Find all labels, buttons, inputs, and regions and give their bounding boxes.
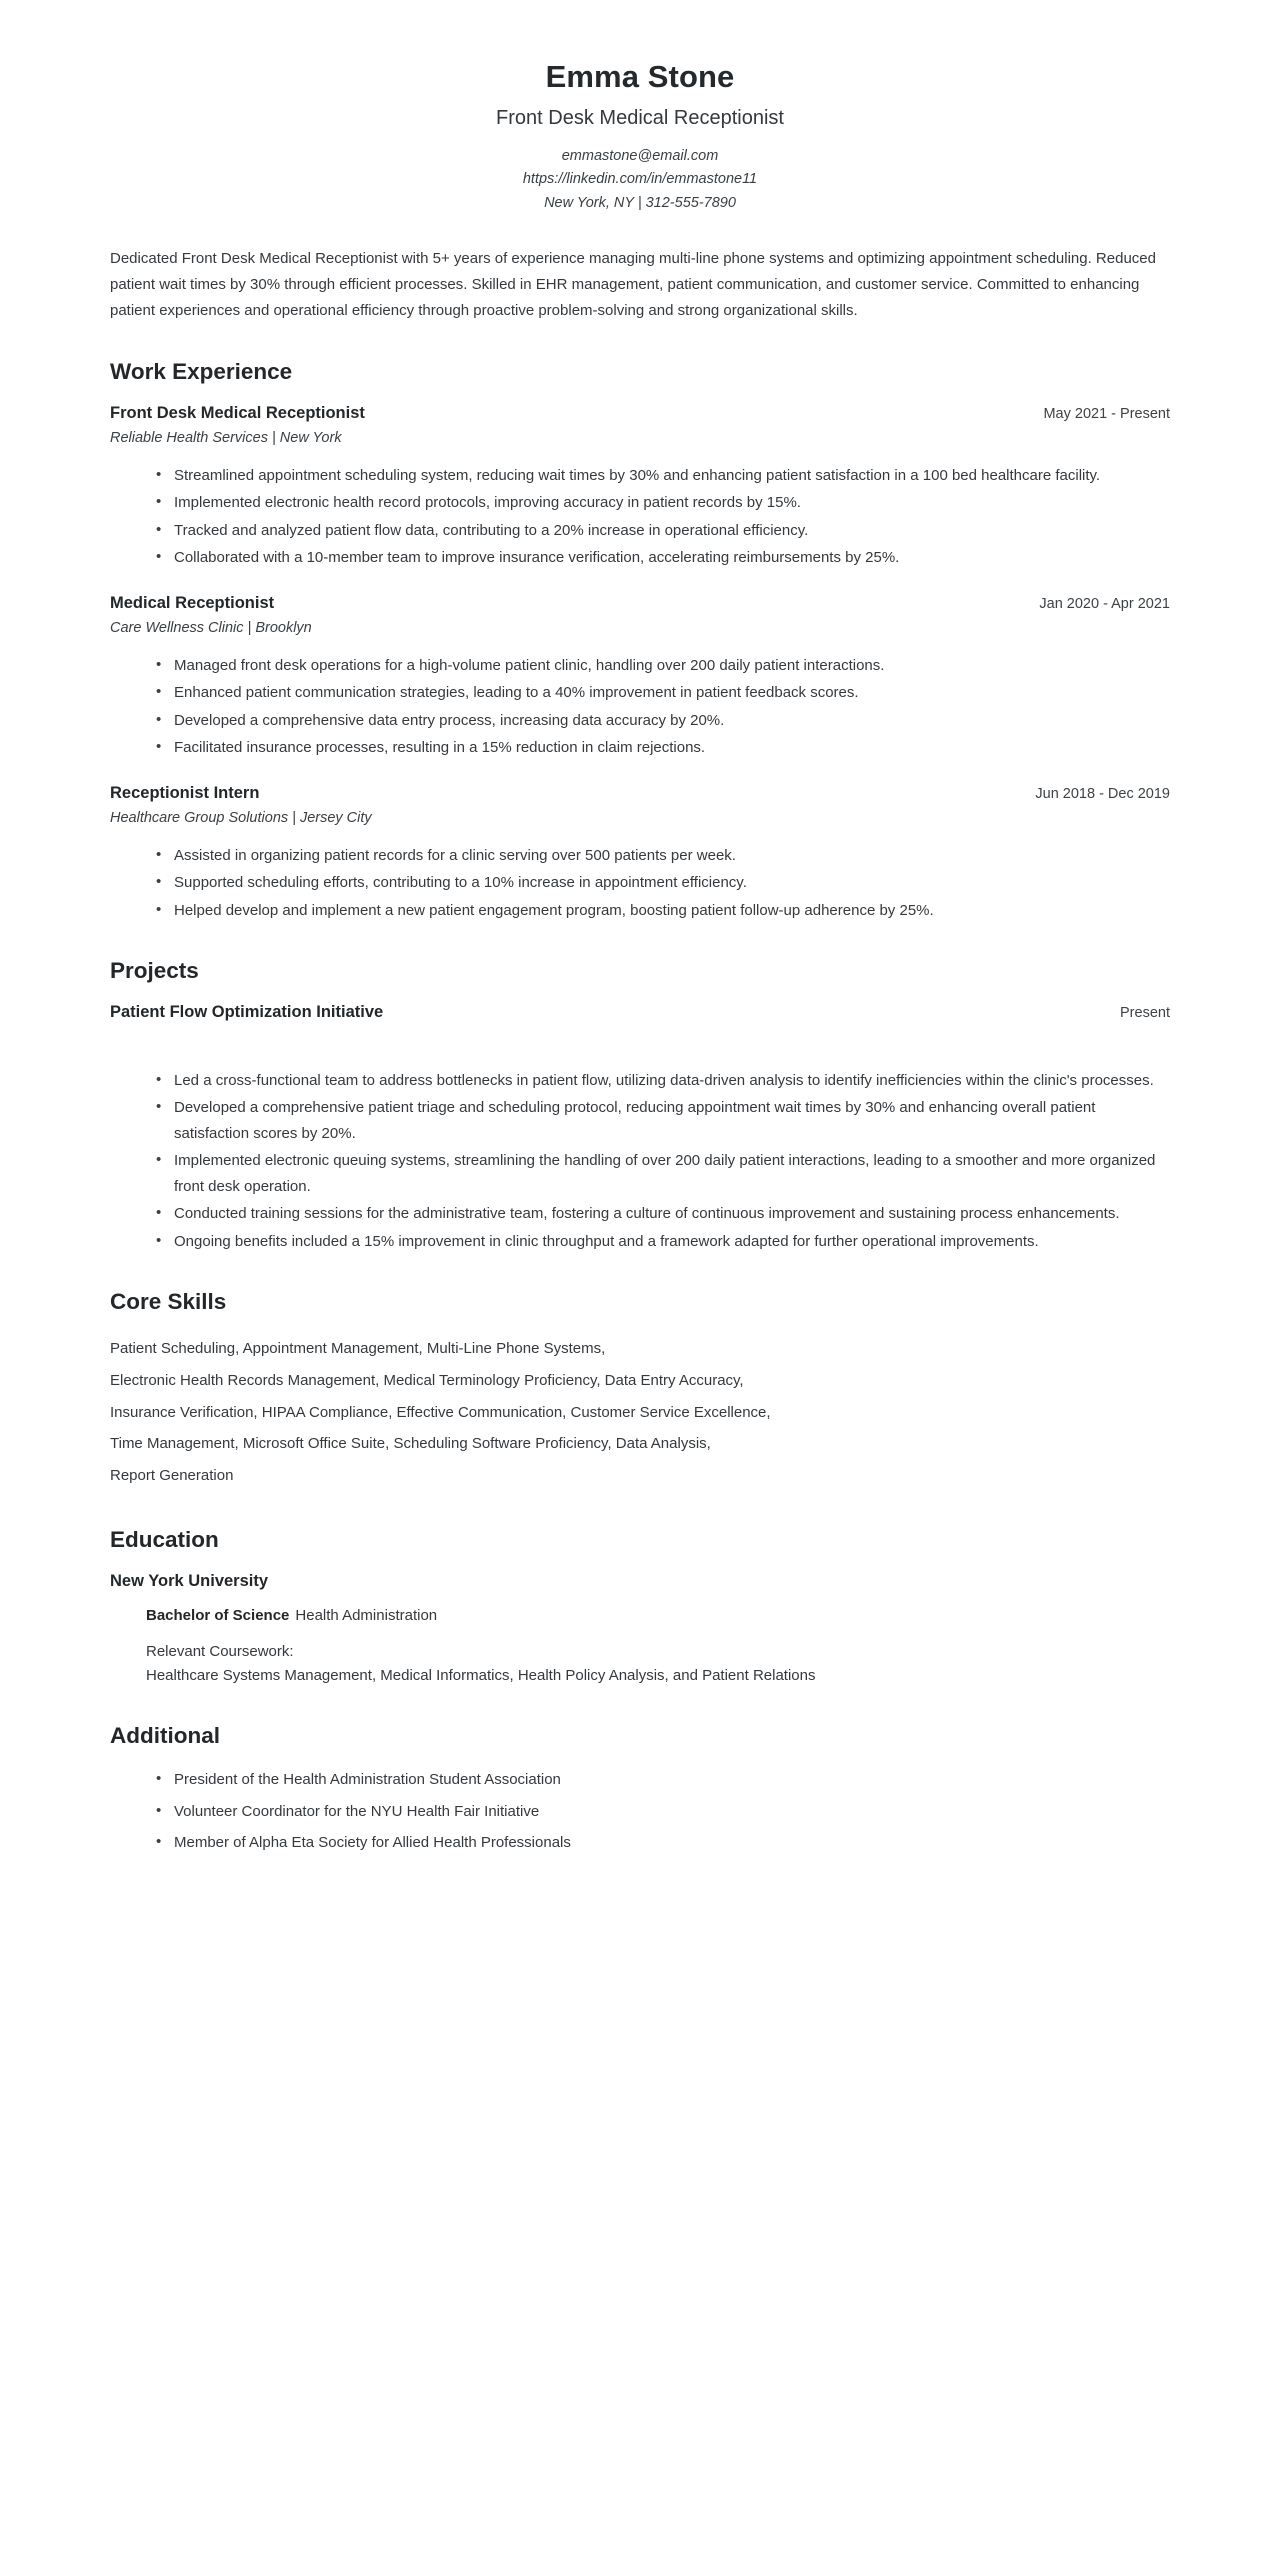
section-additional [110, 1722, 1170, 1856]
bullet-item: • Implemented electronic health record protocols, improving accuracy in patient records by 15%. [156, 490, 1170, 516]
section-title-core-skills: Core Skills [110, 1289, 227, 1315]
education-degree-row [146, 1604, 1170, 1628]
additional-bullets [110, 1767, 1170, 1856]
bullet-item: • Assisted in organizing patient records for a clinic serving over 500 patients per week. [156, 843, 1170, 869]
project-entry-name: Patient Flow Optimization Initiative [110, 1003, 384, 1022]
work-entry-bullets [110, 463, 1170, 571]
work-entry-org: Care Wellness Clinic | Brooklyn [110, 620, 312, 637]
work-entry-role: Receptionist Intern [110, 783, 260, 802]
section-core-skills [110, 1288, 1170, 1492]
work-entry-bullets [110, 843, 1170, 924]
education-coursework-list: Healthcare Systems Management, Medical Informatics, Health Policy Analysis, and Patient Relations [146, 1667, 816, 1685]
bullet-item: • Managed front desk operations for a high-volume patient clinic, handling over 200 daily patient interactions. [156, 653, 1170, 679]
work-entry-header [110, 783, 1170, 804]
section-projects [110, 957, 1170, 1254]
bullet-item: • Streamlined appointment scheduling system, reducing wait times by 30% and enhancing patient satisfaction in a 100 bed healthcare facility. [156, 463, 1170, 489]
work-entry-role: Front Desk Medical Receptionist [110, 403, 365, 422]
bullet-item: • Supported scheduling efforts, contributing to a 10% increase in appointment efficiency. [156, 870, 1170, 896]
education-school: New York University [110, 1572, 269, 1591]
bullet-item: • Led a cross-functional team to address bottlenecks in patient flow, utilizing data-driven analysis to identify inefficiencies within the clinic's processes. [156, 1068, 1170, 1094]
section-title-projects: Projects [110, 958, 199, 984]
bullet-item: • Ongoing benefits included a 15% improvement in clinic throughput and a framework adapted for further operational improvements. [156, 1229, 1170, 1255]
bullet-item: • Developed a comprehensive patient triage and scheduling protocol, reducing appointment wait times by 30% and enhancing overall patient satisfaction scores by 20%. [156, 1095, 1170, 1146]
professional-summary: Dedicated Front Desk Medical Receptionist with 5+ years of experience managing multi-line phone systems and optimizing appointment scheduling. Reduced patient wait times by 30% through efficient processes. Skilled in EHR management, patient communication, and customer service. Committed to enhancing patient experiences and operational efficiency through proactive problem-solving and strong organizational skills. [110, 250, 1156, 319]
education-details [146, 1604, 1170, 1688]
section-education [110, 1526, 1170, 1688]
work-entry-org: Healthcare Group Solutions | Jersey City [110, 810, 372, 827]
work-entry-header [110, 403, 1170, 424]
work-entry [110, 593, 1170, 761]
bullet-item: • Conducted training sessions for the administrative team, fostering a culture of continuous improvement and sustaining process enhancements. [156, 1201, 1170, 1227]
contact-location-phone: New York, NY | 312-555-7890 [544, 194, 736, 211]
skills-line: Report Generation [110, 1467, 234, 1485]
bullet-item: • Volunteer Coordinator for the NYU Health Fair Initiative [156, 1799, 1170, 1825]
project-entry-header [110, 1002, 1170, 1023]
skills-line: Time Management, Microsoft Office Suite, Scheduling Software Proficiency, Data Analysis, [110, 1435, 711, 1453]
section-title-education: Education [110, 1527, 219, 1553]
section-work-experience [110, 358, 1170, 924]
section-title-work-experience: Work Experience [110, 358, 293, 384]
contact-linkedin[interactable]: https://linkedin.com/in/emmastone11 [522, 171, 758, 188]
work-entry [110, 783, 1170, 924]
work-entry-date: May 2021 - Present [1043, 405, 1170, 422]
bullet-item: • Tracked and analyzed patient flow data, contributing to a 20% increase in operational efficiency. [156, 518, 1170, 544]
work-entry-org: Reliable Health Services | New York [110, 430, 342, 447]
bullet-item: • Collaborated with a 10-member team to improve insurance verification, accelerating reimbursements by 25%. [156, 545, 1170, 571]
education-coursework-label: Relevant Coursework: [146, 1643, 294, 1661]
bullet-item: • Enhanced patient communication strategies, leading to a 40% improvement in patient feedback scores. [156, 680, 1170, 706]
candidate-title: Front Desk Medical Receptionist [496, 106, 784, 129]
contact-info [110, 145, 1170, 215]
work-entry-role: Medical Receptionist [110, 593, 275, 612]
bullet-item: • Member of Alpha Eta Society for Allied Health Professionals [156, 1830, 1170, 1856]
bullet-item: • Developed a comprehensive data entry process, increasing data accuracy by 20%. [156, 708, 1170, 734]
work-entry-date: Jan 2020 - Apr 2021 [1039, 595, 1170, 612]
section-title-additional: Additional [110, 1723, 220, 1749]
skills-line: Electronic Health Records Management, Medical Terminology Proficiency, Data Entry Accuracy, [110, 1371, 744, 1389]
skills-line: Insurance Verification, HIPAA Compliance, Effective Communication, Customer Service Excellence, [110, 1403, 771, 1421]
candidate-name: Emma Stone [545, 59, 735, 94]
education-field: Health Administration [295, 1607, 438, 1625]
resume-content [110, 0, 1170, 1856]
work-entry-bullets [110, 653, 1170, 761]
work-entry-date: Jun 2018 - Dec 2019 [1035, 785, 1170, 802]
contact-email[interactable]: emmastone@email.com [561, 147, 719, 164]
work-entry-header [110, 593, 1170, 614]
resume-header [110, 58, 1170, 215]
bullet-item: • Helped develop and implement a new patient engagement program, boosting patient follow-up adherence by 25%. [156, 898, 1170, 924]
project-entry-bullets [110, 1068, 1170, 1255]
project-entry-date: Present [1120, 1005, 1170, 1022]
bullet-item: • Facilitated insurance processes, resulting in a 15% reduction in claim rejections. [156, 735, 1170, 761]
project-entry [110, 1002, 1170, 1254]
education-degree: Bachelor of Science [146, 1607, 290, 1625]
bullet-item: • President of the Health Administration Student Association [156, 1767, 1170, 1793]
bullet-item: • Implemented electronic queuing systems, streamlining the handling of over 200 daily patient interactions, leading to a smoother and more organized front desk operation. [156, 1148, 1170, 1199]
skills-line: Patient Scheduling, Appointment Management, Multi-Line Phone Systems, [110, 1340, 606, 1358]
work-entry [110, 403, 1170, 571]
skills-list [110, 1333, 1170, 1492]
